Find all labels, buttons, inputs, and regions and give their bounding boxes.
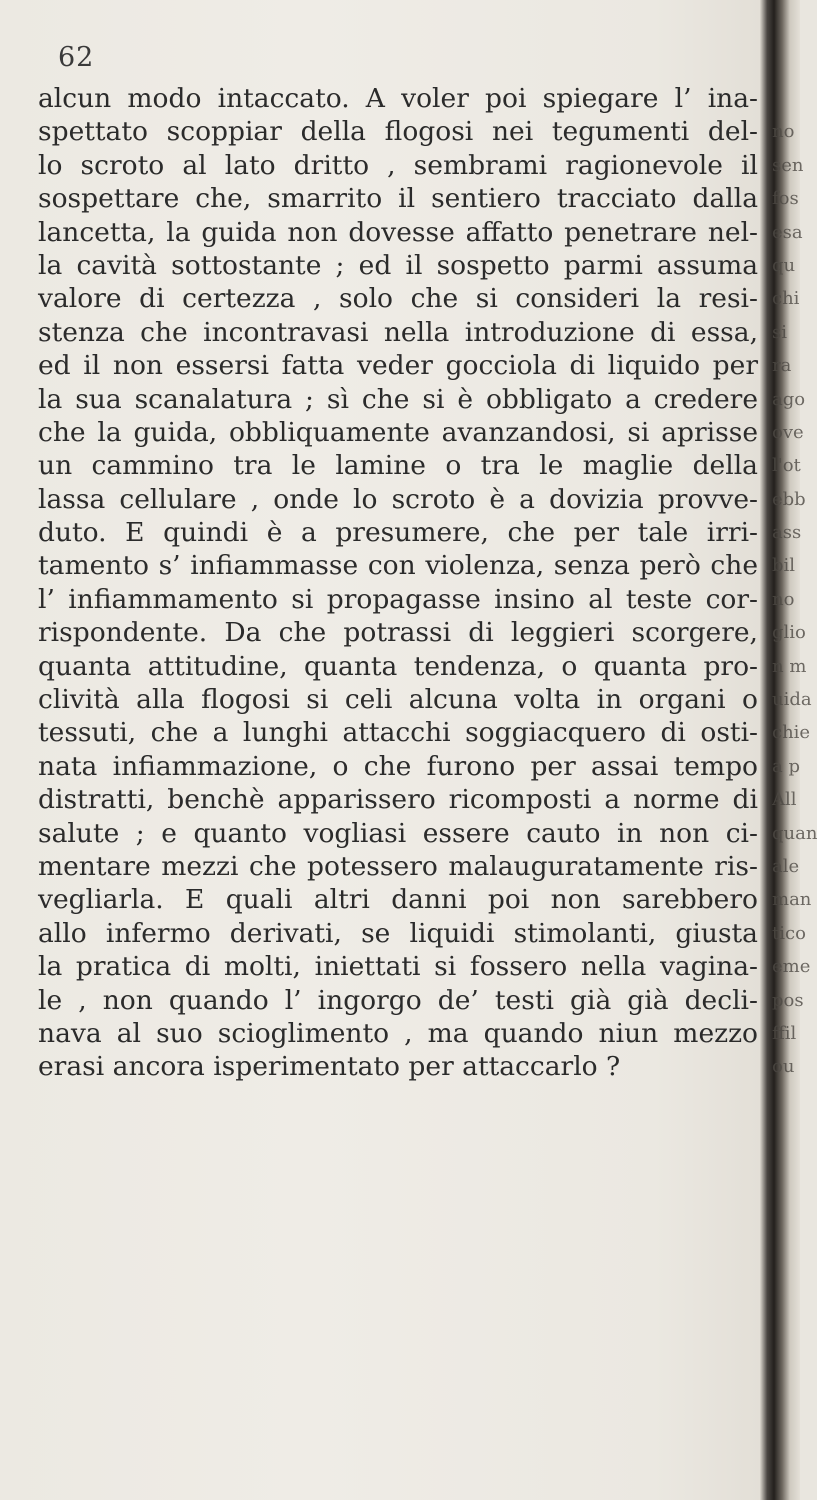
text-line: duto. E quindi è a presumere, che per tale irri- xyxy=(38,517,758,549)
facing-fragment: bil xyxy=(772,555,796,577)
page-number: 62 xyxy=(58,42,95,73)
text-line: lassa cellulare , onde lo scroto è a dovizia provve- xyxy=(38,483,758,515)
facing-fragment: n m xyxy=(772,655,807,677)
facing-fragment: no xyxy=(772,588,795,610)
facing-fragment: ago xyxy=(772,388,806,410)
text-line: valore di certezza , solo che si consideri la resi- xyxy=(38,283,758,315)
facing-fragment: pos xyxy=(772,989,804,1011)
facing-fragment: uida xyxy=(772,689,812,711)
facing-fragment: ove xyxy=(772,421,804,443)
text-line: vegliarla. E quali altri danni poi non sarebbero xyxy=(38,884,758,916)
text-line-last: erasi ancora isperimentato per attaccarlo ? xyxy=(38,1051,621,1083)
text-line: rispondente. Da che potrassi di leggieri scorgere, xyxy=(38,617,758,649)
text-line: un cammino tra le lamine o tra le maglie della xyxy=(38,450,758,482)
text-line: distratti, benchè apparissero ricomposti a norme di xyxy=(38,784,758,816)
facing-fragment xyxy=(772,82,800,115)
text-line: che la guida, obbliquamente avanzandosi, si aprisse xyxy=(38,416,758,448)
facing-fragment: a p xyxy=(772,755,800,777)
text-line: la pratica di molti, iniettati si fossero nella vagina- xyxy=(38,951,758,983)
text-line: quanta attitudine, quanta tendenza, o quanta pro- xyxy=(38,650,758,682)
facing-fragment: ra xyxy=(772,355,792,377)
facing-fragment: si xyxy=(772,321,787,343)
text-line: sospettare che, smarrito il sentiero tracciato dalla xyxy=(38,183,758,215)
facing-fragment: chi xyxy=(772,288,800,310)
facing-fragment: esa xyxy=(772,221,803,243)
text-line: lo scroto al lato dritto , sembrami ragionevole il xyxy=(38,149,758,181)
text-line: mentare mezzi che potessero malauguratamente ris- xyxy=(38,850,758,882)
text-line: lancetta, la guida non dovesse affatto penetrare nel- xyxy=(38,216,758,248)
text-line: tessuti, che a lunghi attacchi soggiacquero di osti- xyxy=(38,717,758,749)
facing-fragment: l'ot xyxy=(772,455,801,477)
text-line: stenza che incontravasi nella introduzione di essa, xyxy=(38,316,758,348)
facing-fragment: eme xyxy=(772,956,811,978)
facing-fragment: chie xyxy=(772,722,811,744)
facing-fragment: ou xyxy=(772,1056,795,1078)
facing-fragment: tico xyxy=(772,922,806,944)
facing-fragment: All xyxy=(772,789,797,811)
text-line: le , non quando l’ ingorgo de’ testi già già decli- xyxy=(38,984,758,1016)
text-line: la cavità sottostante ; ed il sospetto parmi assuma xyxy=(38,249,758,281)
facing-fragment: ale xyxy=(772,855,800,877)
text-line: allo infermo derivati, se liquidi stimolanti, giusta xyxy=(38,917,758,949)
facing-fragment: sen xyxy=(772,154,804,176)
facing-fragment: ebb xyxy=(772,488,806,510)
text-line: nava al suo scioglimento , ma quando niun mezzo xyxy=(38,1017,758,1049)
text-line: salute ; e quanto vogliasi essere cauto in non ci- xyxy=(38,817,758,849)
text-line: nata infiammazione, o che furono per assai tempo xyxy=(38,750,758,782)
text-line: ed il non essersi fatta veder gocciola di liquido per xyxy=(38,350,758,382)
text-line: l’ infiammamento si propagasse insino al teste cor- xyxy=(38,583,758,615)
facing-fragment: ass xyxy=(772,522,802,544)
facing-page-fragments xyxy=(772,82,817,1084)
text-line: alcun modo intaccato. A voler poi spiegare l’ ina- xyxy=(38,83,758,114)
facing-fragment: no xyxy=(772,121,795,143)
body-text xyxy=(38,82,758,1084)
text-line: tamento s’ infiammasse con violenza, senza però che xyxy=(38,550,758,582)
facing-fragment: ffil xyxy=(772,1022,797,1044)
facing-fragment: glio xyxy=(772,622,806,644)
facing-fragment: quan xyxy=(772,822,817,844)
facing-fragment: qu xyxy=(772,254,796,276)
facing-fragment: man xyxy=(772,889,812,911)
text-line: la sua scanalatura ; sì che si è obbligato a credere xyxy=(38,383,758,415)
facing-fragment: fos xyxy=(772,188,799,210)
text-line: clività alla flogosi si celi alcuna volta in organi o xyxy=(38,684,758,716)
text-line: spettato scoppiar della flogosi nei tegumenti del- xyxy=(38,116,758,148)
